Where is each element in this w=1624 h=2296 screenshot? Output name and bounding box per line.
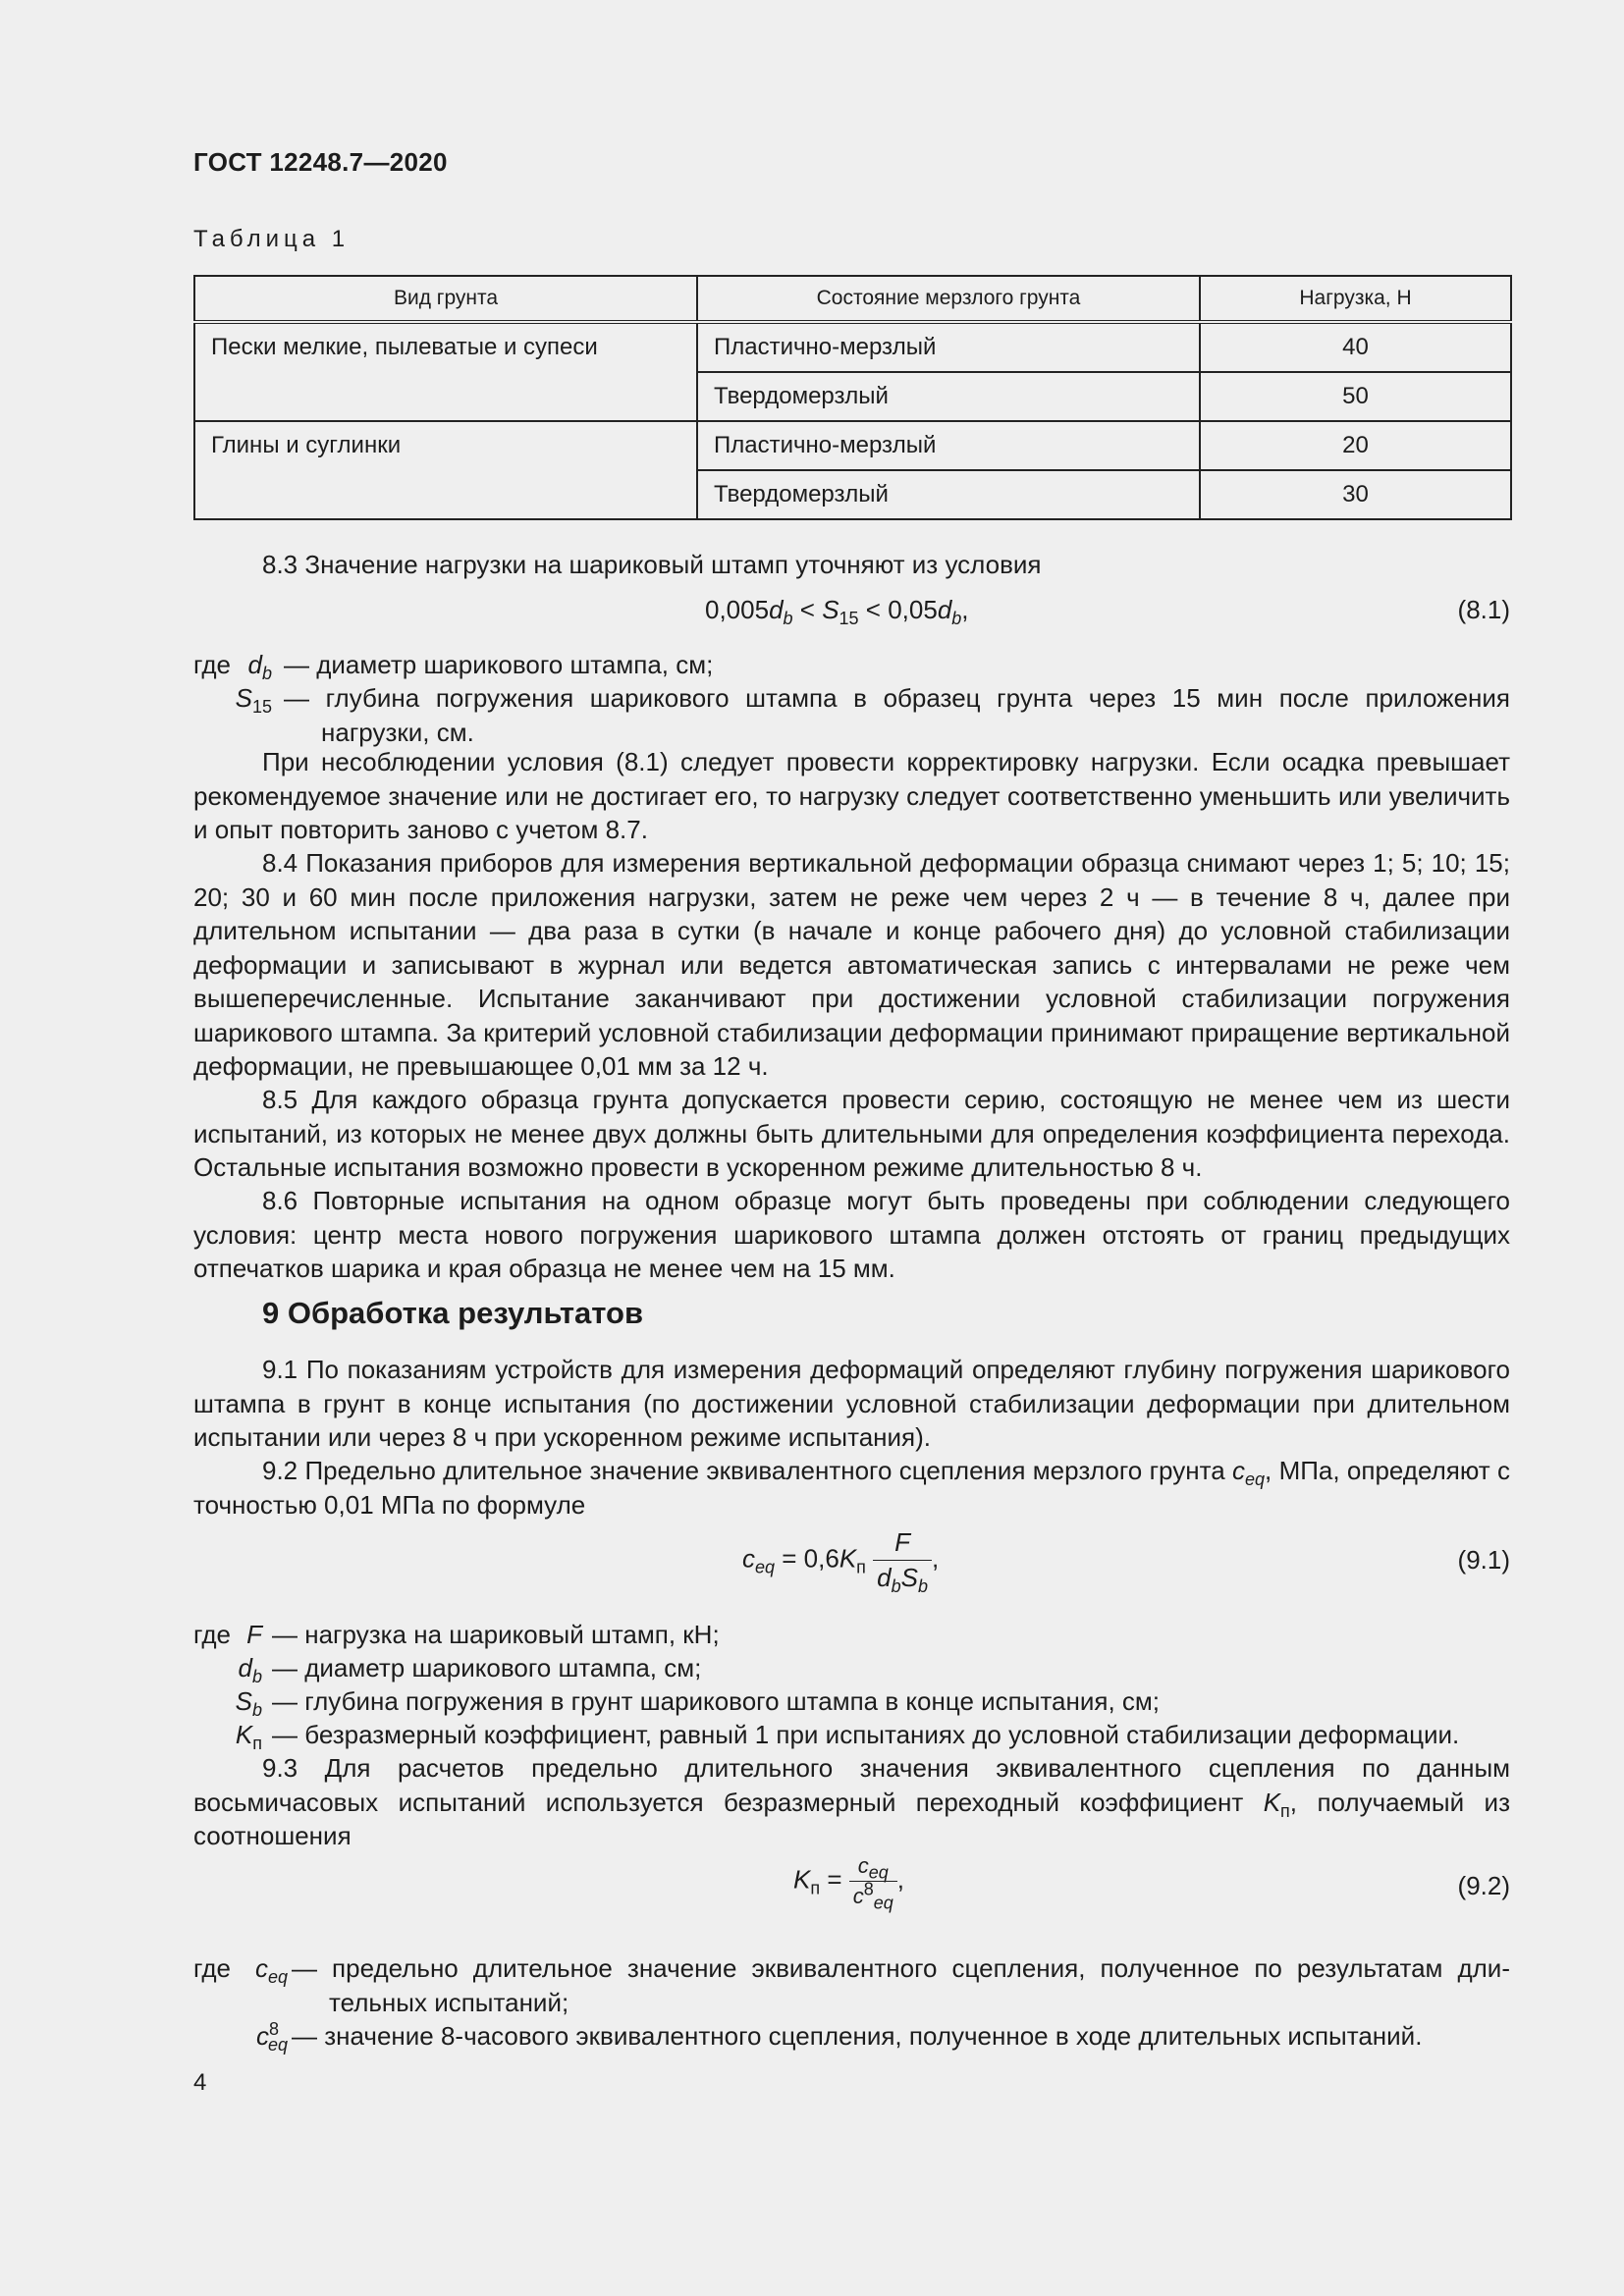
paragraph-9-3: 9.3 Для расчетов предельно длительного значения эквивалентного сцепления по данным восьмичасовых испытаний используется безразмерный переходный коэффициент $K_п$, получаемый из соотношения [193,1753,1510,1850]
definition-row: где $c_{eq}$ — предельно длительное значение эквивалентного сцепления, полученное по результатам дли- тельных испытаний; [193,1953,1510,2017]
load-cell: 40 [1200,322,1511,372]
page-number: 4 [193,2069,207,2096]
paragraph-9-1: 9.1 По показаниям устройств для измерения деформаций определяют глубину погружения шарикового штампа в грунт в конце испытания (по достижении условной стабилизации деформации при длительном испытании или через 8 ч при ускоренном режиме испытания). [193,1355,1510,1452]
document-header: ГОСТ 12248.7—2020 [193,147,448,177]
formula-number: (9.1) [1457,1545,1510,1575]
formula-9-2: $K_п$ = $\frac{c_{eq}}{c^8_{eq}}$ , [793,1853,905,1913]
load-cell: 50 [1200,372,1511,421]
state-cell: Пластично-мерзлый [697,322,1200,372]
paragraph-8-3-note: При несоблюдении условия (8.1) следует провести корректировку нагрузки. Если осадка превышает рекомендуемое значение или не достигает его, то нагрузку следует соответственно уменьшить или увеличить и опыт повторить заново с учетом 8.7. [193,747,1510,844]
table-header-row [194,276,1511,322]
soil-load-table [193,275,1512,520]
formula-number: (9.2) [1457,1871,1510,1900]
formula-number: (8.1) [1457,595,1510,624]
document-page: ГОСТ 12248.7—2020 Таблица 1 Вид грунта Состояние мерзлого грунта Нагрузка, Н Пески мелкие, пылеватые и супеси Пластично-мерзлый 40 Твердомерзлый 50 Глины и суглинки Пластично-мерзлый 20 Твердомерзлый 30 8.3 Значение нагрузки на шариковый штамп уточняют из условия $0,005d_b < S_{15} < 0,05d_b$, (8.1) где $d_b$ — диаметр шарикового штампа, см; $S_{15}$ — глубина погружения шарикового штампа в образец грунта через 15 мин после приложения нагрузки, см. При несоблюдении условия (8.1) следует провести корректировку нагрузки. Если осадка превышает рекомендуемое значение или не достигает его, то нагрузку следует соответственно уменьшить или увеличить и опыт повторить заново с учетом 8.7. 8.4 Показания приборов для измерения вертикальной деформации образца снимают через 1; 5; 10; 15; 20; 30 и 60 мин после приложения нагрузки, затем не реже чем через 2 ч — в течение 8 ч, далее при длительном испытании — два раза в сутки (в начале и конце рабочего дня) до условной стабилизации деформации и записывают в журнал или ведется автоматическая запись с интервалами не реже чем вышеперечисленные. Испытание заканчивают при достижении условной стабилизации погружения шарикового штампа. За критерий условной стабилизации деформации принимают приращение вертикальной деформации, не превышающее 0,01 мм за 12 ч. 8.5 Для каждого образца грунта допускается провести серию, состоящую не менее чем из шести испытаний, из которых не менее двух должны быть длительными для определения коэффициента перехода. Остальные испытания возможно провести в ускоренном режиме длительностью 8 ч. 8.6 Повторные испытания на одном образце могут быть проведены при соблюдении следующего условия: центр места нового погружения шарикового штампа должен отстоять от границ предыдущих отпечатков шарика и края образца не менее чем на 15 мм. 9 Обработка результатов 9.1 По показаниям устройств для измерения деформаций определяют глубину погружения шарикового штампа в грунт в конце испытания (по достижении условной стабилизации деформации при длительном испытании или через 8 ч при ускоренном режиме испытания). 9.2 Предельно длительное значение эквивалентного сцепления мерзлого грунта $c_{eq}$, МПа, определяют с точностью 0,01 МПа по формуле $c_{eq} = 0,6K_п$ $\frac{F}{d_bS_b}$ , (9.1) где F — нагрузка на шариковый штамп, кН; $d_b$ — диаметр шарикового штампа, см; $S_b$ — глубина погружения в грунт шарикового штампа в конце испытания, см; $K_п$ — безразмерный коэффициент, равный 1 при испытаниях до условной стабилизации деформации. 9.3 Для расчетов предельно длительного значения эквивалентного сцепления по данным восьмичасовых испытаний используется безразмерный переходный коэффициент $K_п$, получаемый из соотношения $K_п$ = $\frac{c_{eq}}{c^8_{eq}}$ , (9.2) где $c_{eq}$ — предельно длительное значение эквивалентного сцепления, полученное по результатам дли- тельных испытаний; $c^8_{eq}$ — значение 8-часового эквивалентного сцепления, полученное в ходе длительных испытаний. 4 [193,147,1510,2096]
state-cell: Пластично-мерзлый [697,421,1200,470]
column-header: Состояние мерзлого грунта [697,276,1200,322]
column-header: Вид грунта [194,276,697,322]
soil-type-cell: Пески мелкие, пылеватые и супеси [194,322,697,421]
paragraph-8-5: 8.5 Для каждого образца грунта допускается провести серию, состоящую не менее чем из шести испытаний, из которых не менее двух должны быть длительными для определения коэффициента перехода. Остальные испытания возможно провести в ускоренном режиме длительностью 8 ч. [193,1085,1510,1182]
state-cell: Твердомерзлый [697,372,1200,421]
load-cell: 20 [1200,421,1511,470]
state-cell: Твердомерзлый [697,470,1200,519]
formula-8-1: $0,005d_b < S_{15} < 0,05d_b$, [705,595,969,629]
paragraph-8-3: 8.3 Значение нагрузки на шариковый штамп уточняют из условия [262,550,1042,579]
paragraph-8-6: 8.6 Повторные испытания на одном образце могут быть проведены при соблюдении следующего условия: центр места нового погружения шарикового штампа должен отстоять от границ предыдущих отпечатков шарика и края образца не менее чем на 15 мм. [193,1186,1510,1283]
definition-row: где F — нагрузка на шариковый штамп, кН; [193,1620,720,1649]
table-row [194,322,1511,372]
soil-type-cell: Глины и суглинки [194,421,697,519]
paragraph-8-4: 8.4 Показания приборов для измерения вертикальной деформации образца снимают через 1; 5; 10; 15; 20; 30 и 60 мин после приложения нагрузки, затем не реже чем через 2 ч — в течение 8 ч, далее при длительном испытании — два раза в сутки (в начале и конце рабочего дня) до условной стабилизации деформации и записывают в журнал или ведется автоматическая запись с интервалами не реже чем вышеперечисленные. Испытание заканчивают при достижении условной стабилизации погружения шарикового штампа. За критерий условной стабилизации деформации принимают приращение вертикальной деформации, не превышающее 0,01 мм за 12 ч. [193,848,1510,1081]
table-caption: Таблица 1 [193,226,351,252]
formula-9-1: $c_{eq} = 0,6K_п$ $\frac{F}{d_bS_b}$ , [742,1527,940,1597]
load-cell: 30 [1200,470,1511,519]
section-heading: 9 Обработка результатов [262,1296,644,1330]
definition-row: где $d_b$ — диаметр шарикового штампа, см; [193,650,714,684]
paragraph-9-2: 9.2 Предельно длительное значение эквивалентного сцепления мерзлого грунта $c_{eq}$, МПа, определяют с точностью 0,01 МПа по формуле [193,1456,1510,1520]
column-header: Нагрузка, Н [1200,276,1511,322]
table-row [194,421,1511,470]
